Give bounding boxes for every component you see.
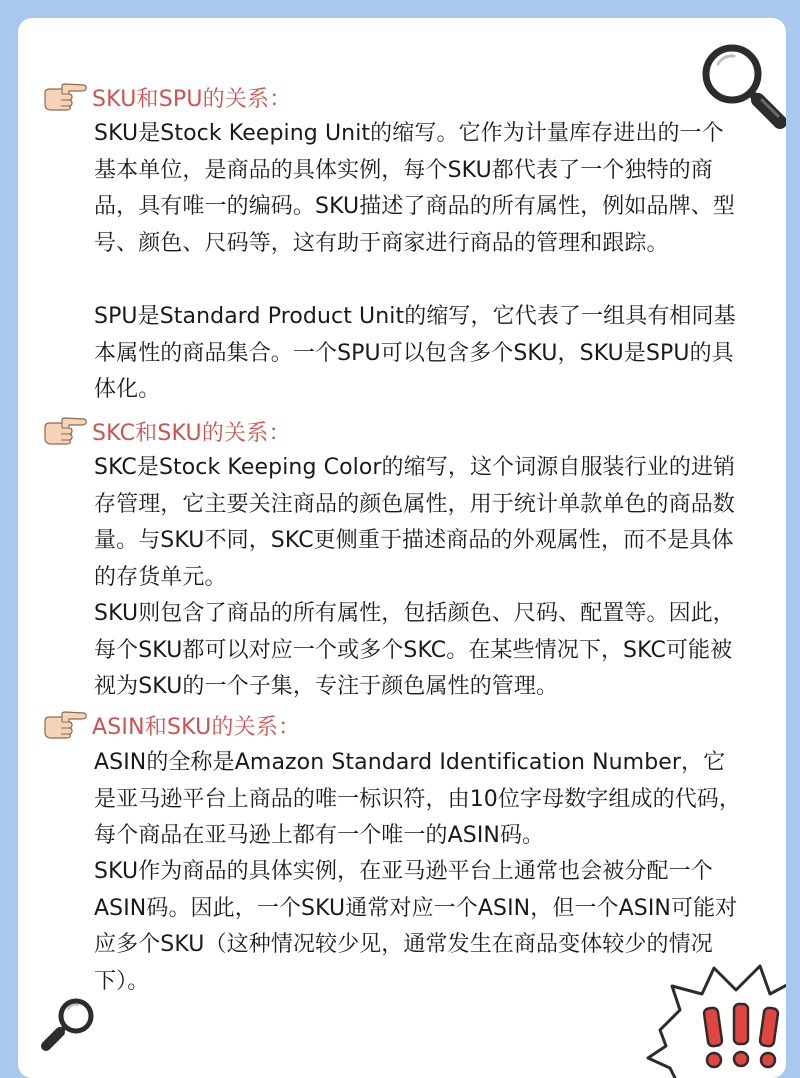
section-heading-row [42, 414, 291, 448]
section-paragraph: ASIN的全称是Amazon Standard Identification Number，它是亚马逊平台上商品的唯一标识符，由10位字母数字组成的代码，每个商品在亚马逊上都有一个唯一的ASIN码。 [94, 750, 741, 848]
exclamation-burst-icon [640, 958, 786, 1078]
section-heading: SKC和SKU的关系： [92, 420, 291, 446]
section-heading: SKU和SPU的关系： [92, 86, 292, 112]
section-paragraph: SPU是Standard Product Unit的缩写，它代表了一组具有相同基本属性的商品集合。一个SPU可以包含多个SKU，SKU是SPU的具体化。 [94, 304, 736, 402]
section-paragraph: SKC是Stock Keeping Color的缩写，这个词源自服装行业的进销存管理，它主要关注商品的颜色属性，用于统计单款单色的商品数量。与SKU不同，SKC更侧重于描述商品的外观属性，而不是具体的存货单元。 [94, 455, 736, 590]
section-heading: ASIN和SKU的关系： [92, 714, 301, 740]
section-paragraph: SKU则包含了商品的所有属性，包括颜色、尺码、配置等。因此，每个SKU都可以对应一个或多个SKC。在某些情况下，SKC可能被视为SKU的一个子集，专注于颜色属性的管理。 [94, 601, 735, 699]
magnifier-icon [28, 996, 108, 1076]
pointing-hand-icon [42, 711, 88, 739]
pointing-hand-icon [42, 417, 88, 445]
section-paragraph: SKU是Stock Keeping Unit的缩写。它作为计量库存进出的一个基本单位，是商品的具体实例，每个SKU都代表了一个独特的商品，具有唯一的编码。SKU描述了商品的所有属性，例如品牌、型号、颜色、尺码等，这有助于商家进行商品的管理和跟踪。 [94, 121, 735, 256]
content-card [18, 18, 786, 1078]
section-paragraph: SKU作为商品的具体实例，在亚马逊平台上通常也会被分配一个ASIN码。因此，一个SKU通常对应一个ASIN，但一个ASIN可能对应多个SKU（这种情况较少见，通常发生在商品变体较少的情况下）。 [94, 859, 738, 994]
pointing-hand-icon [42, 83, 88, 111]
section-heading-row [42, 708, 300, 742]
section-heading-row [42, 80, 291, 114]
